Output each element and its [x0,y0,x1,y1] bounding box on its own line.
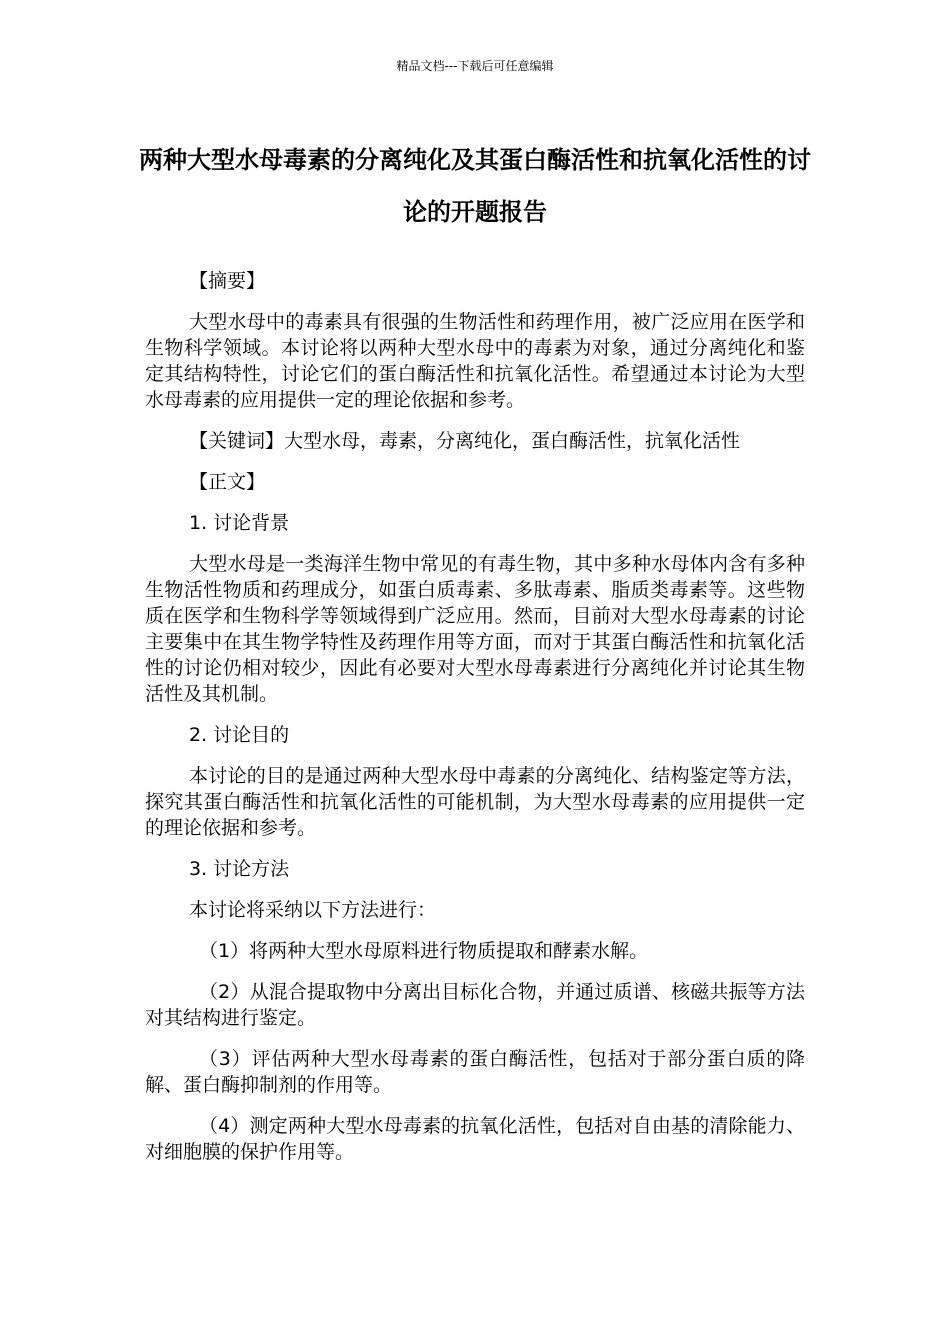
abstract-label: 【摘要】 [189,270,266,292]
section-heading-methods: 3. 讨论方法 [189,858,290,880]
method-item-2: （2）从混合提取物中分离出目标化合物，并通过质谱、核磁共振等方法对其结构进行鉴定。 [145,981,805,1029]
abstract-paragraph: 大型水母中的毒素具有很强的生物活性和药理作用，被广泛应用在医学和生物科学领域。本讨论将以两种大型水母中的毒素为对象，通过分离纯化和鉴定其结构特性，讨论它们的蛋白酶活性和抗氧化活性。希望通过本讨论为大型水母毒素的应用提供一定的理论依据和参考。 [145,311,805,411]
keywords-line: 【关键词】大型水母，毒素，分离纯化，蛋白酶活性，抗氧化活性 [189,430,741,452]
document-body [145,268,805,1180]
section-heading-background: 1. 讨论背景 [189,512,290,534]
method-item-1: （1）将两种大型水母原料进行物质提取和酵素水解。 [199,940,649,962]
section-paragraph-background: 大型水母是一类海洋生物中常见的有毒生物，其中多种水母体内含有多种生物活性物质和药理成分，如蛋白质毒素、多肽毒素、脂质类毒素等。这些物质在医学和生物科学等领域得到广泛应用。然而，目前对大型水母毒素的讨论主要集中在其生物学特性及药理作用等方面，而对于其蛋白酶活性和抗氧化活性的讨论仍相对较少，因此有必要对大型水母毒素进行分离纯化并讨论其生物活性及其机制。 [145,553,805,705]
method-item-4: （4）测定两种大型水母毒素的抗氧化活性，包括对自由基的清除能力、对细胞膜的保护作用等。 [145,1115,805,1163]
document-title: 两种大型水母毒素的分离纯化及其蛋白酶活性和抗氧化活性的讨论的开题报告 [139,146,811,226]
section-heading-purpose: 2. 讨论目的 [189,724,290,746]
section-paragraph-purpose: 本讨论的目的是通过两种大型水母中毒素的分离纯化、结构鉴定等方法，探究其蛋白酶活性和抗氧化活性的可能机制，为大型水母毒素的应用提供一定的理论依据和参考。 [145,765,805,839]
page-header-note: 精品文档---下载后可任意编辑 [396,59,554,73]
method-item-3: （3）评估两种大型水母毒素的蛋白酶活性，包括对于部分蛋白质的降解、蛋白酶抑制剂的作用等。 [145,1048,805,1096]
section-paragraph-methods: 本讨论将采纳以下方法进行： [189,899,437,921]
body-label: 【正文】 [189,471,266,493]
